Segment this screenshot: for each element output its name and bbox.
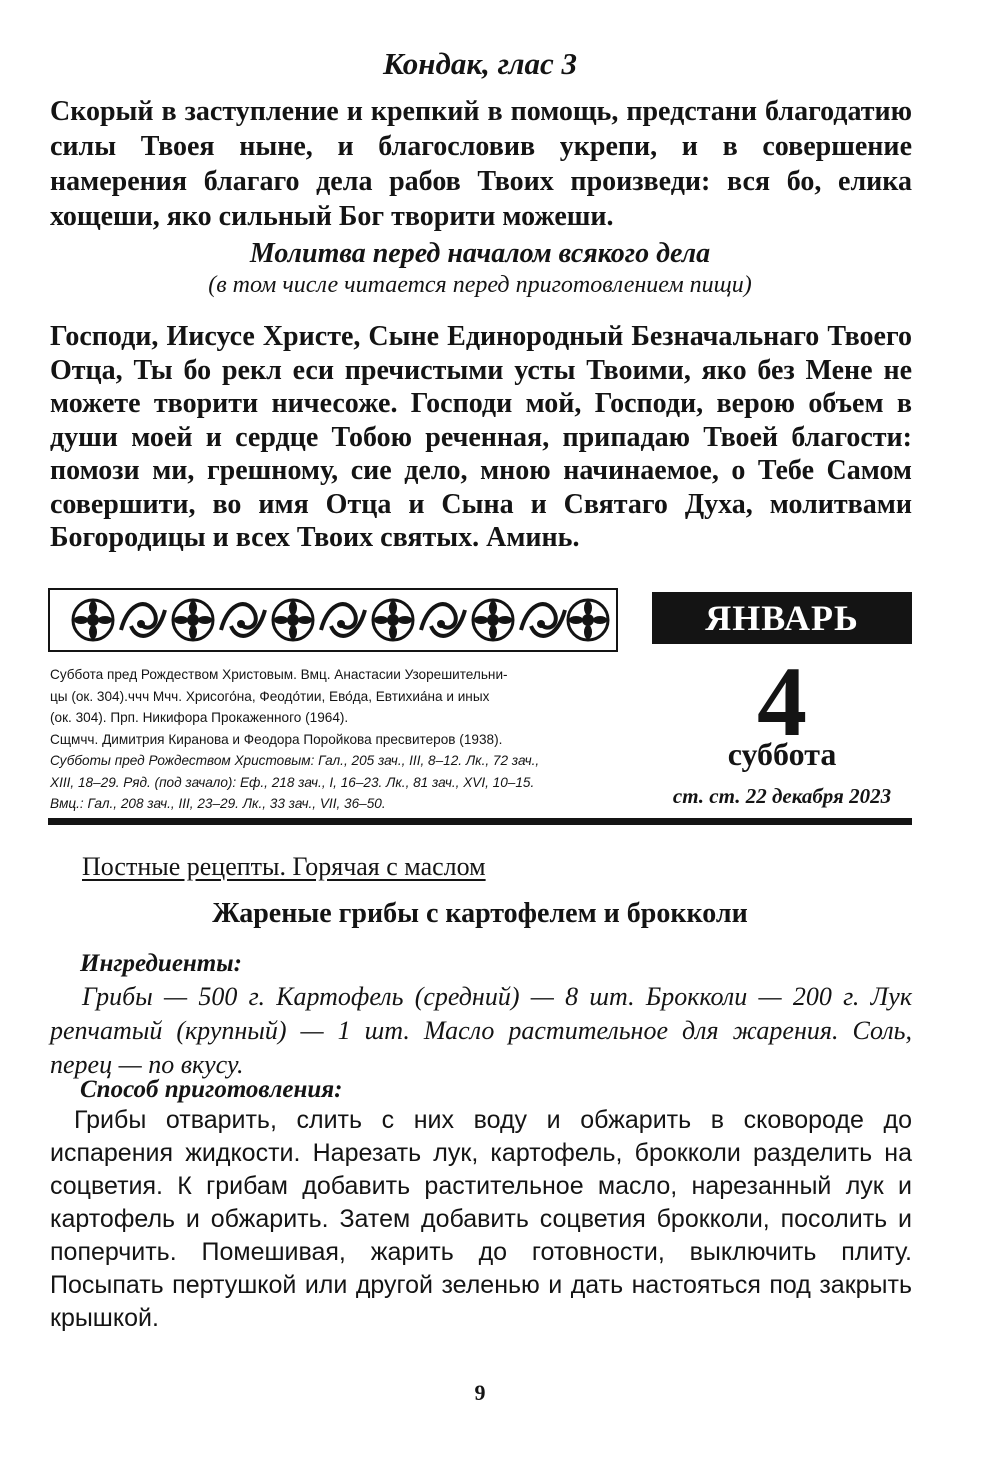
section-divider [48,818,912,825]
old-style-date: ст. ст. 22 декабря 2023 [672,784,892,808]
page-number: 9 [474,1380,486,1405]
saints-line: цы (ок. 304).ччч Мчч. Хрисого́на, Феодо́тии, Ево́да, Евтихиа́на и иных [50,688,490,704]
prayer-subheading: (в том числе читается перед приготовлением пищи) [208,272,752,298]
saints-commemoration [50,664,625,815]
weekday-label: суббота [727,736,837,772]
kondak-text: Скорый в заступление и крепкий в помощь, предстани благодатию силы Твоея ныне, и благословив укрепи, и в совершение намерения благаго дела рабов Твоих произведи: вся бо, елика хощеши, яко сильный Бог творити можеши. [50,96,912,232]
readings-line: Субботы пред Рождеством Христовым: Гал., 205 зач., III, 8–12. Лк., 72 зач., [50,753,540,768]
prayer-text: Господи, Иисусе Христе, Сыне Единородный Безначальнаго Твоего Отца, Ты бо рекл еси пречистыми усты Твоими, яко без Мене не можете творити ничесоже. Господи мой, Господи, верою объем в души моей и сердце Тобою реченная, припадаю Твоей благости: помози ми, грешному, сие дело, мною начинаемое, о Тебе Самом совершити, во имя Отца и Сына и Святаго Духа, молитвами Богородицы и всех Твоих святых. Аминь. [50,321,912,553]
ingredients-text: Грибы — 500 г. Картофель (средний) — 8 шт. Брокколи — 200 г. Лук репчатый (крупный) — 1 шт. Масло растительное для жарения. Соль, перец — по вкусу. [50,982,912,1079]
readings-line: Вмц.: Гал., 208 зач., III, 23–29. Лк., 33 зач., VII, 36–50. [50,796,386,811]
saints-line: Суббота пред Рождеством Христовым. Вмц. Анастасии Узорешительни- [50,667,508,682]
saints-line: Сщмчч. Димитрия Киранова и Феодора Поройкова пресвитеров (1938). [50,731,503,747]
month-label: ЯНВАРЬ [652,592,912,644]
method-label: Способ приготовления: [80,1076,343,1103]
kondak-heading: Кондак, глас 3 [382,46,578,81]
saints-line: (ок. 304). Прп. Никифора Прокаженного (1964). [50,710,349,725]
readings-line: XIII, 18–29. Ряд. (под зачало): Еф., 218 зач., I, 16–23. Лк., 81 зач., XVI, 10–15. [50,774,535,790]
day-number: 4 [757,646,807,757]
floral-ornament-icon [48,588,618,652]
recipe-title: Жареные грибы с картофелем и брокколи [212,898,748,929]
method-text: Грибы отварить, слить с них воду и обжарить в сковороде до испарения жидкости. Нарезать лук, картофель, брокколи разделить на соцветия. К грибам добавить растительное масло, нарезанный лук и картофель и обжарить. Затем добавить соцветия брокколи, посолить и поперчить. Помешивая, жарить до готовности, выключить плиту. Посыпать пертушкой или другой зеленью и дать настояться под закрыть крышкой. [50,1106,912,1332]
recipe-rubric: Постные рецепты. Горячая с маслом [82,852,486,881]
ingredients-label: Ингредиенты: [80,950,242,977]
prayer-heading: Молитва перед началом всякого дела [249,238,711,269]
